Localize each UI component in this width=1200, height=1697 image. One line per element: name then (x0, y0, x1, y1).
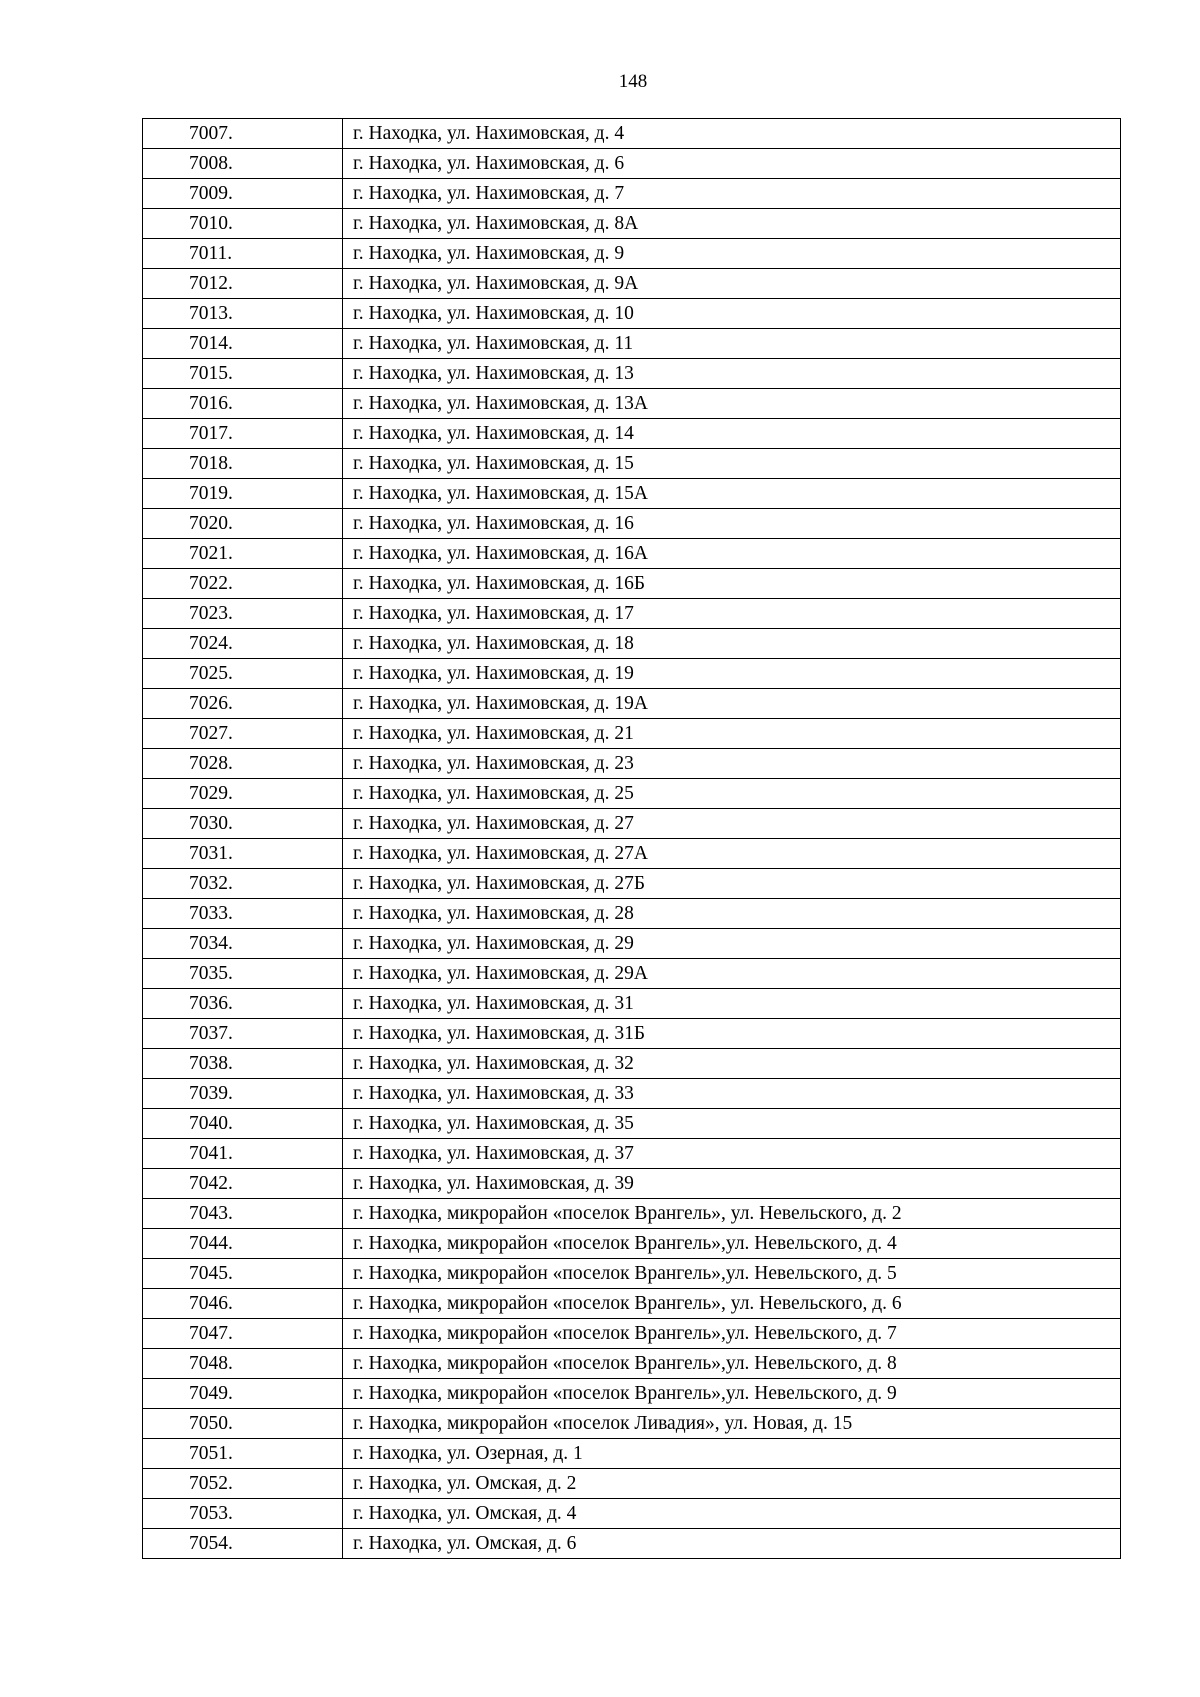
table-row (143, 1529, 1121, 1559)
table-row (143, 989, 1121, 1019)
row-number-cell: 7025. (143, 659, 343, 689)
table-row (143, 1439, 1121, 1469)
row-number-cell: 7017. (143, 419, 343, 449)
row-number-cell: 7051. (143, 1439, 343, 1469)
row-number-cell: 7021. (143, 539, 343, 569)
row-number-cell: 7039. (143, 1079, 343, 1109)
row-number-cell: 7013. (143, 299, 343, 329)
row-number-cell: 7043. (143, 1199, 343, 1229)
address-cell: г. Находка, ул. Нахимовская, д. 29А (343, 959, 1121, 989)
address-table-body (143, 119, 1121, 1559)
address-cell: г. Находка, ул. Омская, д. 4 (343, 1499, 1121, 1529)
address-cell: г. Находка, ул. Озерная, д. 1 (343, 1439, 1121, 1469)
address-table (142, 118, 1121, 1559)
table-row (143, 839, 1121, 869)
address-cell: г. Находка, микрорайон «поселок Врангель», ул. Невельского, д. 6 (343, 1289, 1121, 1319)
table-row (143, 509, 1121, 539)
row-number-cell: 7045. (143, 1259, 343, 1289)
row-number-cell: 7033. (143, 899, 343, 929)
table-row (143, 689, 1121, 719)
row-number-cell: 7047. (143, 1319, 343, 1349)
address-cell: г. Находка, ул. Нахимовская, д. 35 (343, 1109, 1121, 1139)
row-number-cell: 7052. (143, 1469, 343, 1499)
table-row (143, 1049, 1121, 1079)
page-number: 148 (618, 71, 648, 92)
table-row (143, 809, 1121, 839)
address-cell: г. Находка, ул. Нахимовская, д. 9А (343, 269, 1121, 299)
address-cell: г. Находка, ул. Нахимовская, д. 10 (343, 299, 1121, 329)
table-row (143, 539, 1121, 569)
address-cell: г. Находка, ул. Нахимовская, д. 37 (343, 1139, 1121, 1169)
row-number-cell: 7020. (143, 509, 343, 539)
address-cell: г. Находка, ул. Нахимовская, д. 23 (343, 749, 1121, 779)
table-row (143, 389, 1121, 419)
address-cell: г. Находка, ул. Нахимовская, д. 11 (343, 329, 1121, 359)
address-cell: г. Находка, ул. Нахимовская, д. 25 (343, 779, 1121, 809)
table-row (143, 1469, 1121, 1499)
table-row (143, 1109, 1121, 1139)
row-number-cell: 7054. (143, 1529, 343, 1559)
address-cell: г. Находка, ул. Нахимовская, д. 7 (343, 179, 1121, 209)
row-number-cell: 7010. (143, 209, 343, 239)
address-cell: г. Находка, ул. Нахимовская, д. 15 (343, 449, 1121, 479)
address-cell: г. Находка, ул. Нахимовская, д. 21 (343, 719, 1121, 749)
row-number-cell: 7038. (143, 1049, 343, 1079)
table-row (143, 1259, 1121, 1289)
table-row (143, 149, 1121, 179)
table-row (143, 1229, 1121, 1259)
row-number-cell: 7035. (143, 959, 343, 989)
row-number-cell: 7007. (143, 119, 343, 149)
address-cell: г. Находка, микрорайон «поселок Врангель», ул. Невельского, д. 2 (343, 1199, 1121, 1229)
row-number-cell: 7031. (143, 839, 343, 869)
row-number-cell: 7024. (143, 629, 343, 659)
address-cell: г. Находка, ул. Нахимовская, д. 16Б (343, 569, 1121, 599)
row-number-cell: 7048. (143, 1349, 343, 1379)
address-cell: г. Находка, ул. Нахимовская, д. 31 (343, 989, 1121, 1019)
address-cell: г. Находка, ул. Нахимовская, д. 32 (343, 1049, 1121, 1079)
table-row (143, 749, 1121, 779)
table-row (143, 1319, 1121, 1349)
row-number-cell: 7034. (143, 929, 343, 959)
address-cell: г. Находка, микрорайон «поселок Врангель»,ул. Невельского, д. 8 (343, 1349, 1121, 1379)
address-cell: г. Находка, ул. Нахимовская, д. 29 (343, 929, 1121, 959)
address-cell: г. Находка, микрорайон «поселок Ливадия», ул. Новая, д. 15 (343, 1409, 1121, 1439)
table-row (143, 719, 1121, 749)
table-row (143, 1409, 1121, 1439)
row-number-cell: 7016. (143, 389, 343, 419)
address-cell: г. Находка, ул. Нахимовская, д. 4 (343, 119, 1121, 149)
table-row (143, 779, 1121, 809)
address-cell: г. Находка, ул. Нахимовская, д. 14 (343, 419, 1121, 449)
address-cell: г. Находка, ул. Нахимовская, д. 19 (343, 659, 1121, 689)
row-number-cell: 7014. (143, 329, 343, 359)
row-number-cell: 7041. (143, 1139, 343, 1169)
row-number-cell: 7037. (143, 1019, 343, 1049)
row-number-cell: 7044. (143, 1229, 343, 1259)
table-row (143, 629, 1121, 659)
table-row (143, 1079, 1121, 1109)
table-row (143, 1199, 1121, 1229)
row-number-cell: 7042. (143, 1169, 343, 1199)
table-row (143, 1139, 1121, 1169)
address-cell: г. Находка, ул. Омская, д. 2 (343, 1469, 1121, 1499)
table-row (143, 269, 1121, 299)
address-cell: г. Находка, микрорайон «поселок Врангель»,ул. Невельского, д. 5 (343, 1259, 1121, 1289)
row-number-cell: 7027. (143, 719, 343, 749)
table-row (143, 1499, 1121, 1529)
address-cell: г. Находка, ул. Нахимовская, д. 27 (343, 809, 1121, 839)
row-number-cell: 7026. (143, 689, 343, 719)
table-row (143, 209, 1121, 239)
table-row (143, 179, 1121, 209)
row-number-cell: 7023. (143, 599, 343, 629)
table-row (143, 959, 1121, 989)
address-cell: г. Находка, микрорайон «поселок Врангель»,ул. Невельского, д. 7 (343, 1319, 1121, 1349)
table-row (143, 1379, 1121, 1409)
table-row (143, 599, 1121, 629)
row-number-cell: 7019. (143, 479, 343, 509)
address-cell: г. Находка, ул. Нахимовская, д. 33 (343, 1079, 1121, 1109)
row-number-cell: 7040. (143, 1109, 343, 1139)
address-cell: г. Находка, ул. Нахимовская, д. 17 (343, 599, 1121, 629)
address-cell: г. Находка, ул. Нахимовская, д. 6 (343, 149, 1121, 179)
table-row (143, 479, 1121, 509)
row-number-cell: 7012. (143, 269, 343, 299)
row-number-cell: 7015. (143, 359, 343, 389)
address-cell: г. Находка, ул. Нахимовская, д. 15А (343, 479, 1121, 509)
address-cell: г. Находка, ул. Нахимовская, д. 8А (343, 209, 1121, 239)
row-number-cell: 7030. (143, 809, 343, 839)
table-row (143, 929, 1121, 959)
row-number-cell: 7032. (143, 869, 343, 899)
address-cell: г. Находка, ул. Нахимовская, д. 31Б (343, 1019, 1121, 1049)
address-cell: г. Находка, ул. Нахимовская, д. 27А (343, 839, 1121, 869)
table-row (143, 1169, 1121, 1199)
address-cell: г. Находка, ул. Нахимовская, д. 27Б (343, 869, 1121, 899)
address-cell: г. Находка, ул. Нахимовская, д. 9 (343, 239, 1121, 269)
address-cell: г. Находка, ул. Нахимовская, д. 16 (343, 509, 1121, 539)
table-row (143, 1349, 1121, 1379)
row-number-cell: 7036. (143, 989, 343, 1019)
address-cell: г. Находка, ул. Нахимовская, д. 28 (343, 899, 1121, 929)
row-number-cell: 7029. (143, 779, 343, 809)
address-cell: г. Находка, микрорайон «поселок Врангель»,ул. Невельского, д. 4 (343, 1229, 1121, 1259)
table-row (143, 299, 1121, 329)
address-cell: г. Находка, ул. Нахимовская, д. 13А (343, 389, 1121, 419)
row-number-cell: 7053. (143, 1499, 343, 1529)
address-cell: г. Находка, ул. Нахимовская, д. 18 (343, 629, 1121, 659)
table-row (143, 449, 1121, 479)
table-row (143, 869, 1121, 899)
row-number-cell: 7050. (143, 1409, 343, 1439)
row-number-cell: 7011. (143, 239, 343, 269)
address-cell: г. Находка, ул. Нахимовская, д. 39 (343, 1169, 1121, 1199)
address-cell: г. Находка, ул. Нахимовская, д. 19А (343, 689, 1121, 719)
address-cell: г. Находка, ул. Нахимовская, д. 16А (343, 539, 1121, 569)
table-row (143, 119, 1121, 149)
table-row (143, 329, 1121, 359)
table-row (143, 659, 1121, 689)
row-number-cell: 7049. (143, 1379, 343, 1409)
table-row (143, 239, 1121, 269)
address-cell: г. Находка, ул. Омская, д. 6 (343, 1529, 1121, 1559)
row-number-cell: 7009. (143, 179, 343, 209)
row-number-cell: 7008. (143, 149, 343, 179)
table-row (143, 569, 1121, 599)
table-row (143, 899, 1121, 929)
row-number-cell: 7018. (143, 449, 343, 479)
row-number-cell: 7046. (143, 1289, 343, 1319)
row-number-cell: 7028. (143, 749, 343, 779)
address-cell: г. Находка, ул. Нахимовская, д. 13 (343, 359, 1121, 389)
table-row (143, 1019, 1121, 1049)
row-number-cell: 7022. (143, 569, 343, 599)
table-row (143, 419, 1121, 449)
table-row (143, 1289, 1121, 1319)
table-row (143, 359, 1121, 389)
address-cell: г. Находка, микрорайон «поселок Врангель»,ул. Невельского, д. 9 (343, 1379, 1121, 1409)
